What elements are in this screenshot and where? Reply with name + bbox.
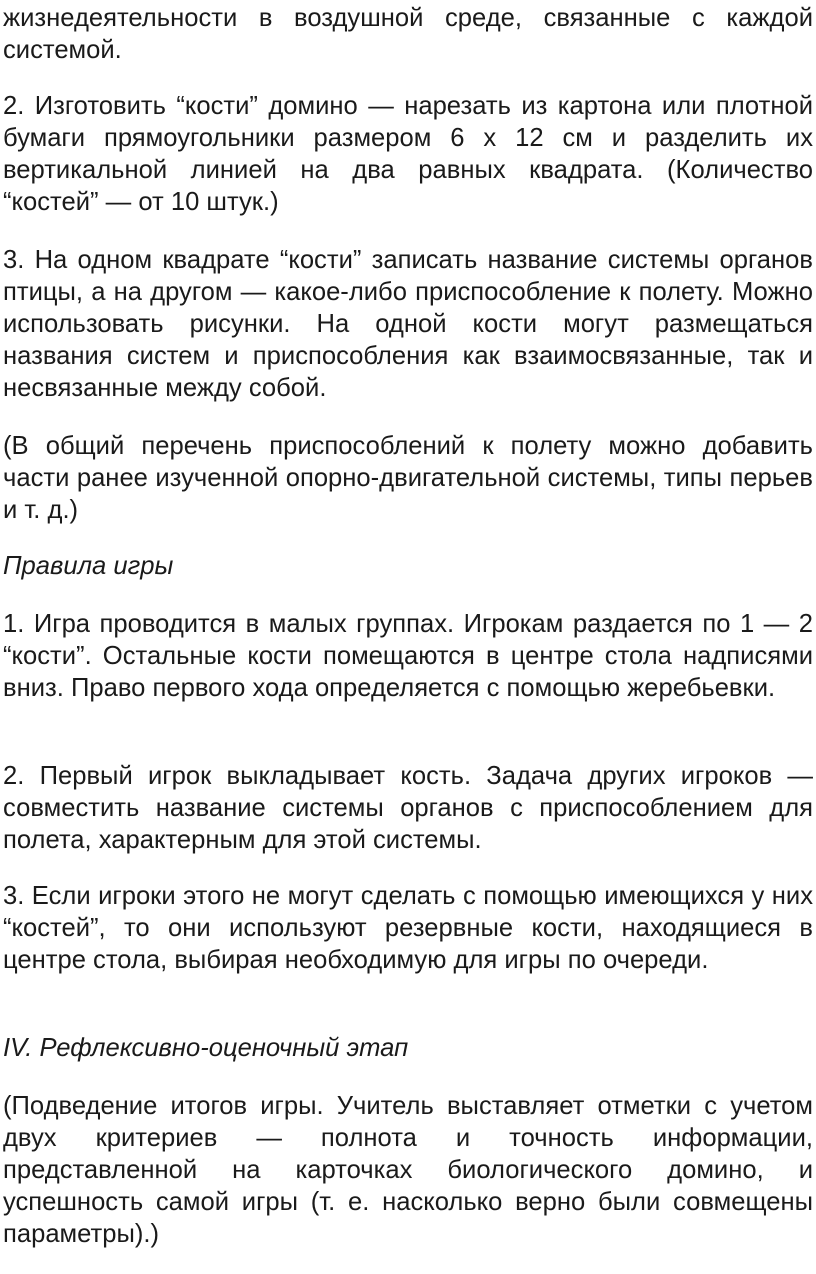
prep-step-3-paragraph: 3. На одном квадрате “кости” записать название системы органов птицы, а на другом — какое-либо приспособление к полету. Можно использовать рисунки. На одной кости могут размещаться названия систем и приспособления как взаимосвязанные, так и несвязанные между собой.	[3, 246, 813, 402]
rule-3-paragraph: 3. Если игроки этого не могут сделать с помощью имеющихся у них “костей”, то они используют резервные кости, находящиеся в центре стола, выбирая необходимую для игры по очереди.	[3, 882, 813, 974]
prep-note-paragraph: (В общий перечень приспособлений к полету можно добавить части ранее изученной опорно-двигательной системы, типы перьев и т. д.)	[3, 432, 813, 524]
prep-step-2-paragraph: 2. Изготовить “кости” домино — нарезать из картона или плотной бумаги прямоугольники размером 6 х 12 см и разделить их вертикальной линией на два равных квадрата. (Количество “костей” — от 10 штук.)	[3, 92, 813, 216]
intro-paragraph: жизнедеятельности в воздушной среде, связанные с каждой системой.	[3, 4, 813, 64]
summary-paragraph: (Подведение итогов игры. Учитель выставляет отметки с учетом двух критериев — полнота и точность информации, представленной на карточках биологического домино, и успешность самой игры (т. е. насколько верно были совмещены параметры).)	[3, 1092, 813, 1248]
rules-heading: Правила игры	[3, 552, 174, 580]
rule-2-paragraph: 2. Первый игрок выкладывает кость. Задача других игроков — совместить название системы органов с приспособлением для полета, характерным для этой системы.	[3, 762, 813, 854]
rule-1-paragraph: 1. Игра проводится в малых группах. Игрокам раздается по 1 — 2 “кости”. Остальные кости помещаются в центре стола надписями вниз. Право первого хода определяется с помощью жеребьевки.	[3, 610, 813, 702]
stage-heading: IV. Рефлексивно-оценочный этап	[3, 1034, 409, 1062]
